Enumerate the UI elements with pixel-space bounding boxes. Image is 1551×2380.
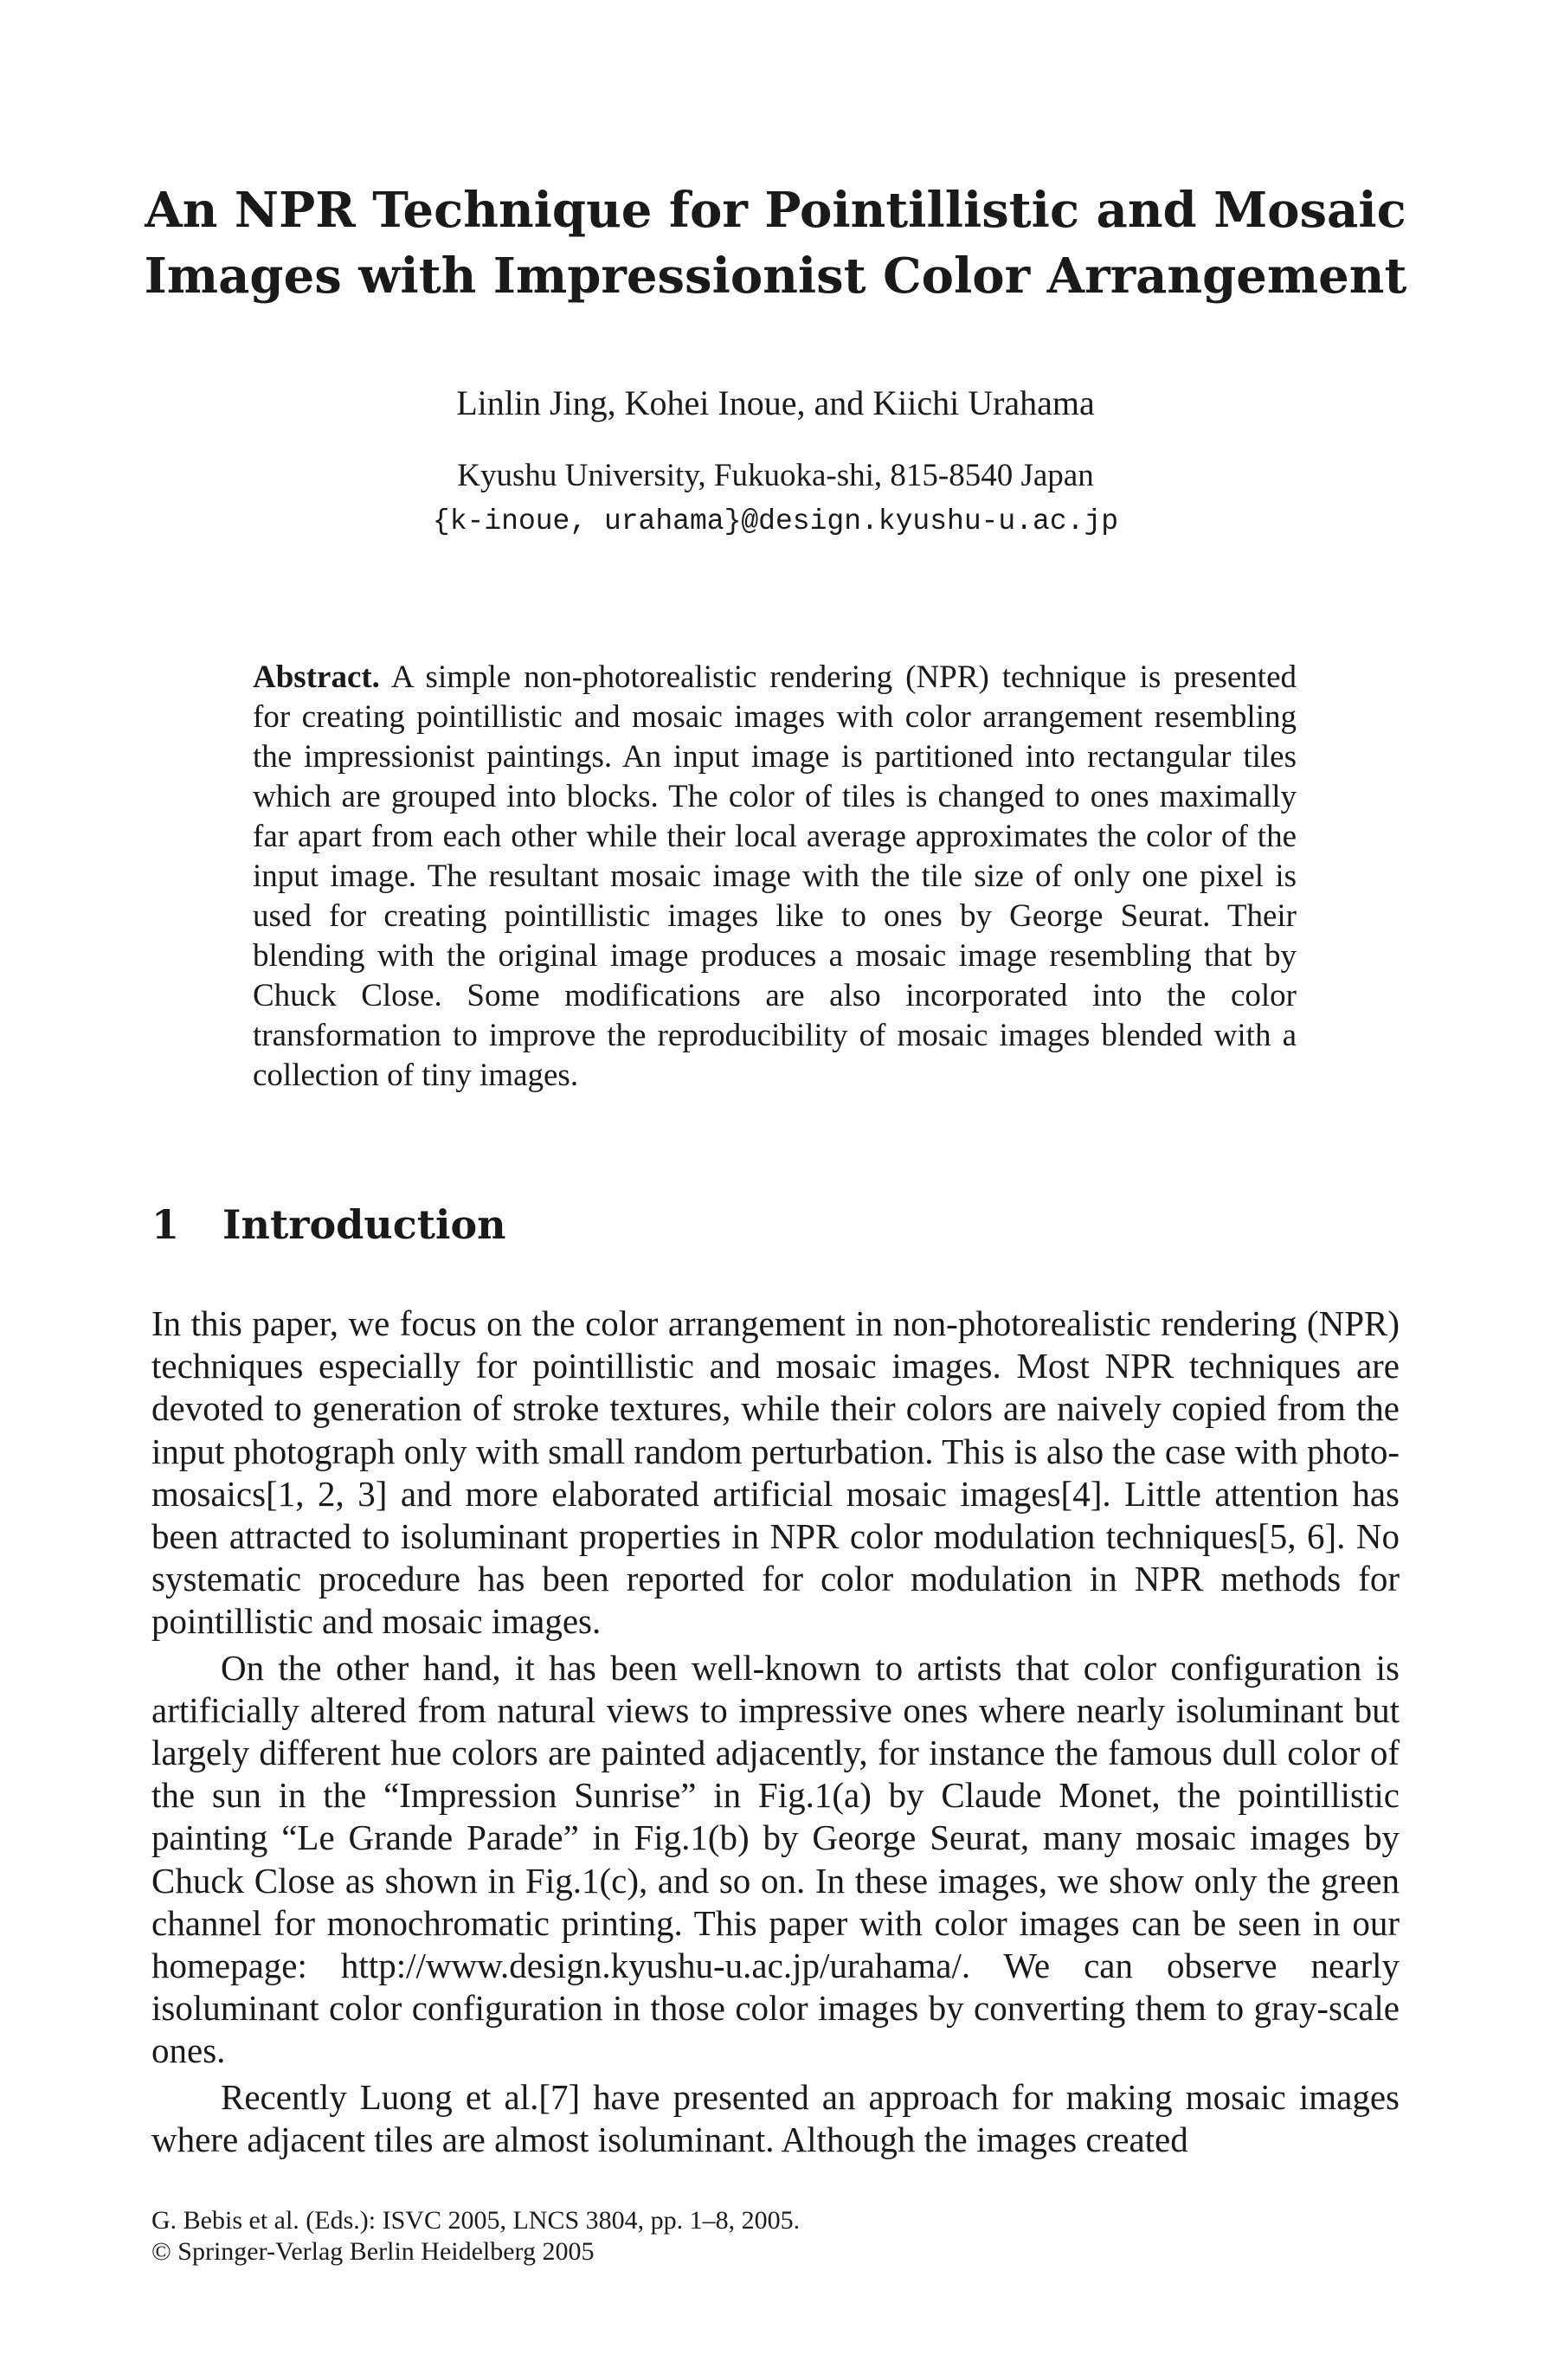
introduction-body xyxy=(151,1303,1400,2161)
footer-copyright: © Springer-Verlag Berlin Heidelberg 2005 xyxy=(151,2237,595,2266)
section-number: 1 xyxy=(151,1201,180,1248)
abstract-label: Abstract. xyxy=(253,659,380,695)
author-email: {k-inoue, urahama}@design.kyushu-u.ac.jp xyxy=(432,505,1119,537)
abstract-text: A simple non-photorealistic rendering (NPR) technique is presented for creating pointillistic and mosaic images with color arrangement resembling the impressionist paintings. An input image is partitioned into rectangular tiles which are grouped into blocks. The color of tiles is changed to ones maximally far apart from each other while their local average approximates the color of the input image. The resultant mosaic image with the tile size of only one pixel is used for creating pointillistic images like to ones by George Seurat. Their blending with the original image produces a mosaic image resembling that by Chuck Close. Some modifications are also incorporated into the color transformation to improve the reproducibility of mosaic images blended with a collection of tiny images. xyxy=(253,659,1297,1093)
section-title: Introduction xyxy=(222,1201,506,1248)
paper-title-line-1: An NPR Technique for Pointillistic and Mosaic xyxy=(145,182,1406,239)
section-heading-introduction xyxy=(151,1199,506,1251)
page-footer xyxy=(151,2205,800,2267)
introduction-paragraph-3: Recently Luong et al.[7] have presented an approach for making mosaic images where adjacent tiles are almost isoluminant. Although the images created xyxy=(151,2076,1400,2159)
paper-title-line-2: Images with Impressionist Color Arrangement xyxy=(144,248,1407,305)
introduction-paragraph-1: In this paper, we focus on the color arrangement in non-photorealistic rendering (NPR) techniques especially for pointillistic and mosaic images. Most NPR techniques are devoted to generation of stroke textures, while their colors are naively copied from the input photograph only with small random perturbation. This is also the case with photo-mosaics[1, 2, 3] and more elaborated artificial mosaic images[4]. Little attention has been attracted to isoluminant properties in NPR color modulation techniques[5, 6]. No systematic procedure has been reported for color modulation in NPR methods for pointillistic and mosaic images. xyxy=(151,1303,1400,1642)
author-list: Linlin Jing, Kohei Inoue, and Kiichi Urahama xyxy=(456,383,1095,422)
footer-citation: G. Bebis et al. (Eds.): ISVC 2005, LNCS 3804, pp. 1–8, 2005. xyxy=(151,2206,801,2235)
introduction-paragraph-2: On the other hand, it has been well-known to artists that color configuration is artificially altered from natural views to impressive ones where nearly isoluminant but largely different hue colors are painted adjacently, for instance the famous dull color of the sun in the “Impression Sunrise” in Fig.1(a) by Claude Monet, the pointillistic painting “Le Grande Parade” in Fig.1(b) by George Seurat, many mosaic images by Chuck Close as shown in Fig.1(c), and so on. In these images, we show only the green channel for monochromatic printing. This paper with color images can be seen in our homepage: http://www.design.kyushu-u.ac.jp/urahama/. We can observe nearly isoluminant color configuration in those color images by converting them to gray-scale ones. xyxy=(151,1647,1400,2071)
paper-title xyxy=(121,177,1430,309)
abstract-block xyxy=(253,658,1297,1096)
author-affiliation: Kyushu University, Fukuoka-shi, 815-8540 Japan xyxy=(457,458,1094,493)
